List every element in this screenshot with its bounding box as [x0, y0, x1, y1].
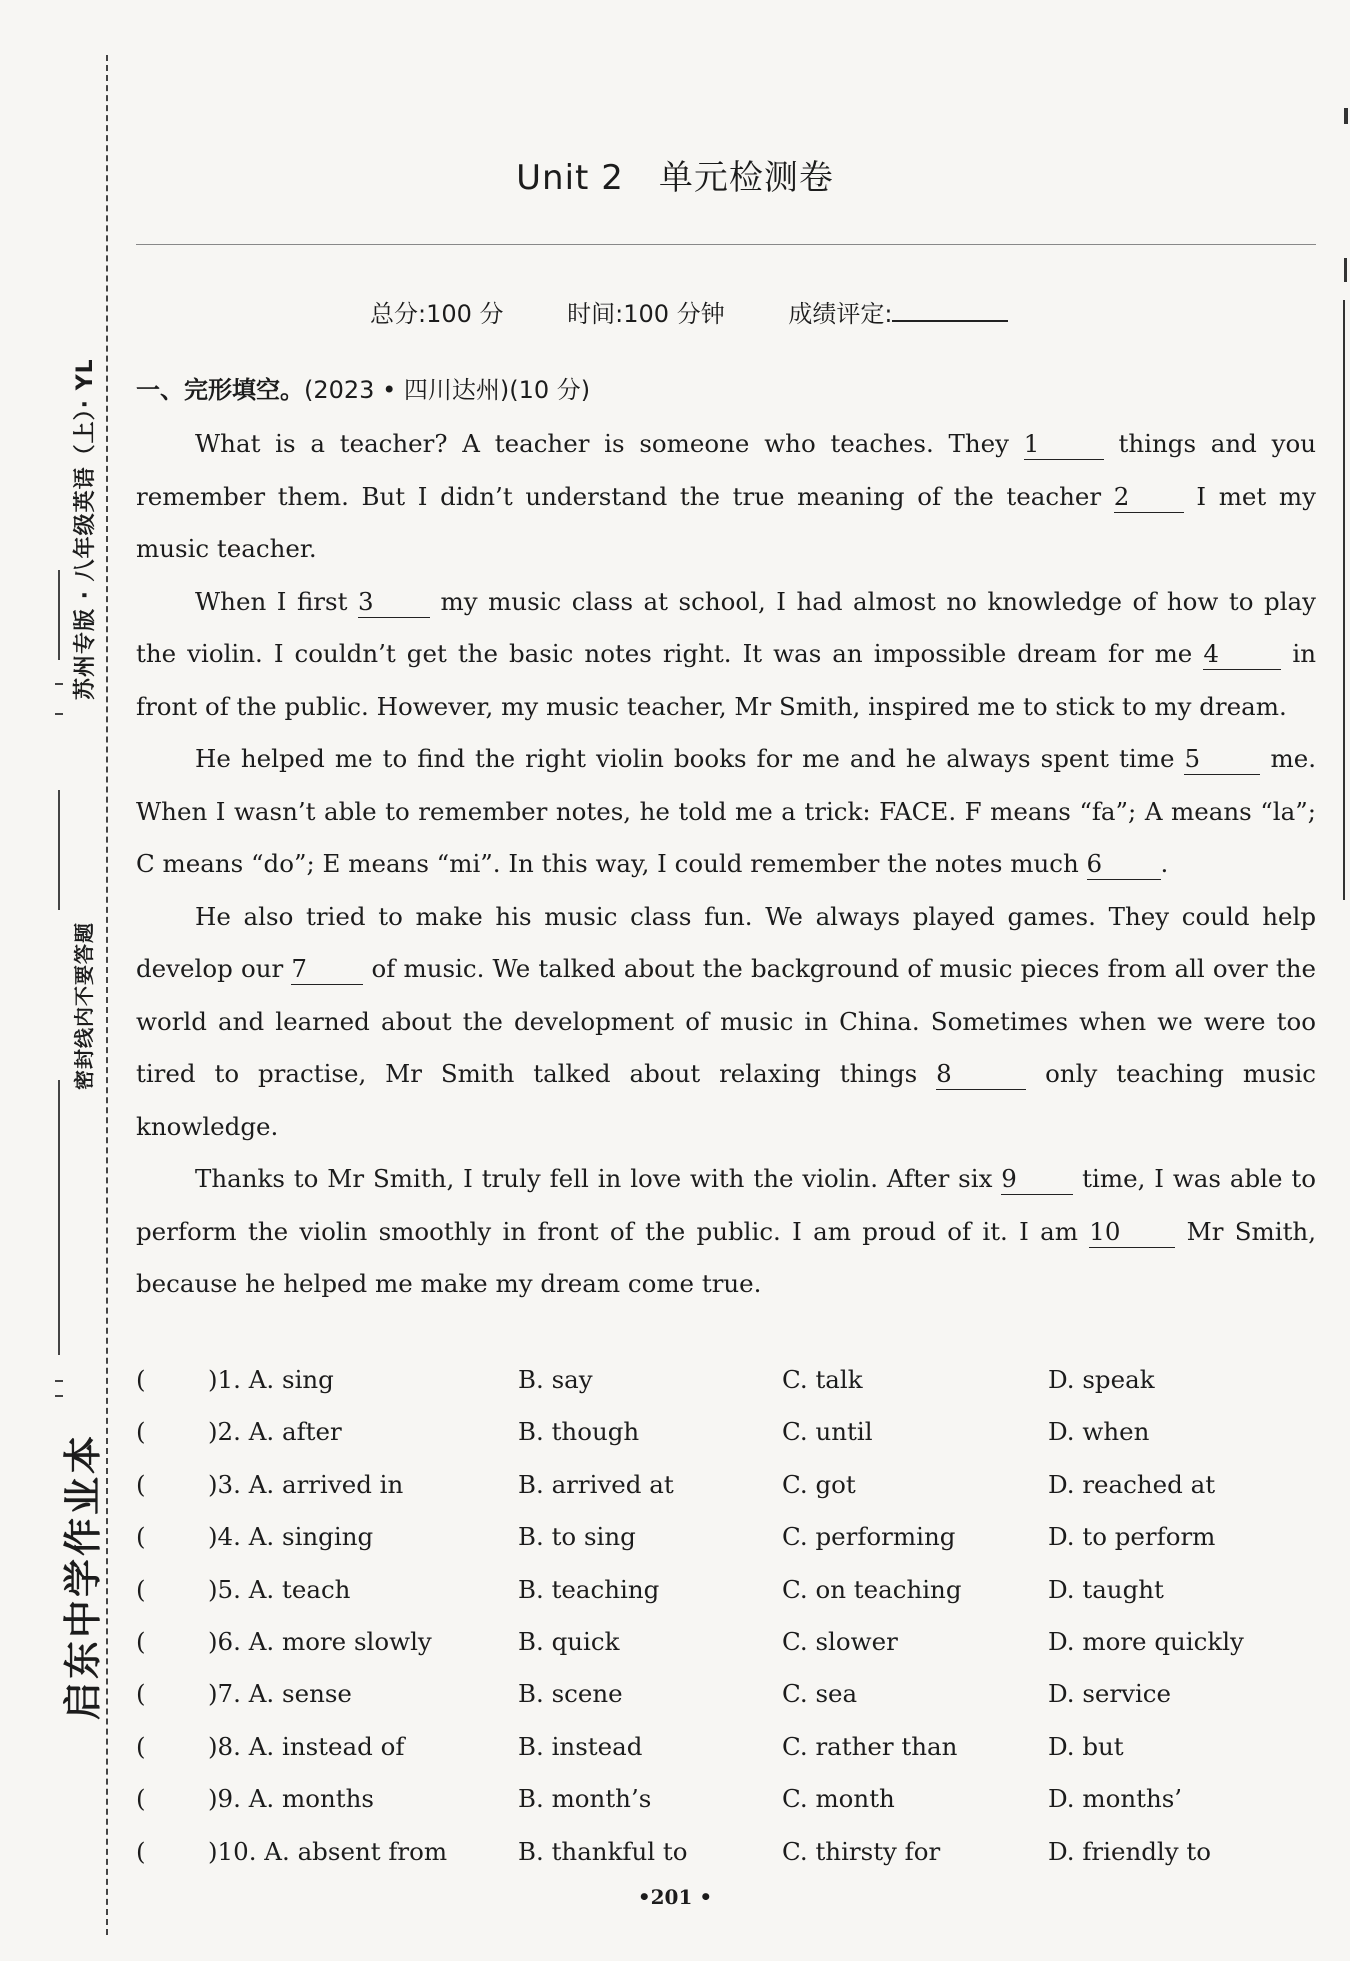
page-number: •201 • [637, 1885, 713, 1909]
blank-7[interactable]: 7 [291, 954, 363, 985]
paragraph: Thanks to Mr Smith, I truly fell in love with the violin. After six 9 time, I was able to perform the violin smoothly in front of the public. I am proud of it. I am 10 Mr Smith, because he helped me make my dream come true. [136, 1164, 1316, 1298]
paragraph: He also tried to make his music class fun. We always played games. They could help develop our 7 of music. We talked about the background of music pieces from all over the world and learned about the development of music in China. Sometimes when we were too tired to practise, Mr Smith talked about relaxing things 8 only teaching music knowledge. [136, 901, 1317, 1141]
answer-paren[interactable]: ( [136, 1365, 146, 1394]
option-a[interactable]: )3. A. arrived in [208, 1469, 404, 1499]
blank-8[interactable]: 8 [936, 1059, 1026, 1090]
answer-paren[interactable]: ( [136, 1836, 146, 1866]
question-row [136, 1567, 1316, 1619]
answer-paren[interactable]: ( [136, 1469, 146, 1499]
edge-mark [1344, 258, 1347, 282]
option-b[interactable]: B. month’s [518, 1784, 652, 1814]
option-b[interactable]: B. say [518, 1365, 593, 1394]
question-row [136, 1357, 1316, 1409]
blank-4[interactable]: 4 [1203, 639, 1281, 670]
answer-paren[interactable]: ( [136, 1574, 146, 1604]
paragraph: He helped me to find the right violin books for me and he always spent time 5 me. When I wasn’t able to remember notes, he told me a trick: FACE. F means “fa”; A means “la”; C means “do”; E means “mi”. In this way, I could remember the notes much 6 . [136, 744, 1316, 878]
option-c[interactable]: C. month [782, 1784, 895, 1814]
option-d[interactable]: D. reached at [1048, 1469, 1216, 1499]
paragraph: When I first 3 my music class at school, I had almost no knowledge of how to play the violin. I couldn’t get the basic notes right. It was an impossible dream for me 4 in front of the public. However, my music teacher, Mr Smith, inspired me to stick to my dream. [136, 586, 1316, 721]
option-a[interactable]: )2. A. after [208, 1417, 342, 1447]
option-b[interactable]: B. though [518, 1417, 640, 1447]
answer-paren[interactable]: ( [136, 1626, 146, 1656]
answer-paren[interactable]: ( [136, 1784, 146, 1814]
option-d[interactable]: D. but [1048, 1731, 1124, 1761]
option-d[interactable]: D. months’ [1048, 1784, 1183, 1814]
answer-options [136, 1357, 1316, 1881]
question-row [136, 1462, 1316, 1514]
option-c[interactable]: C. thirsty for [782, 1836, 941, 1866]
option-d[interactable]: D. speak [1048, 1365, 1155, 1394]
blank-3[interactable]: 3 [358, 587, 430, 618]
answer-paren[interactable]: ( [136, 1417, 146, 1447]
margin-tick [55, 1395, 63, 1397]
question-row [136, 1776, 1316, 1828]
option-d[interactable]: D. taught [1048, 1574, 1164, 1604]
option-a[interactable]: )6. A. more slowly [208, 1626, 432, 1656]
grade-blank[interactable] [892, 302, 1008, 322]
score-info [370, 294, 1008, 329]
blank-10[interactable]: 10 [1089, 1217, 1175, 1248]
option-c[interactable]: C. rather than [782, 1731, 958, 1761]
margin-bar [58, 790, 60, 910]
cloze-passage [136, 418, 1316, 1311]
option-b[interactable]: B. teaching [518, 1574, 660, 1604]
option-d[interactable]: D. to perform [1048, 1522, 1216, 1552]
paragraph: What is a teacher? A teacher is someone who teaches. They 1 things and you remember them. But I didn’t understand the true meaning of the teacher 2 I met my music teacher. [136, 429, 1316, 563]
option-c[interactable]: C. performing [782, 1522, 956, 1552]
option-b[interactable]: B. thankful to [518, 1836, 688, 1866]
time-limit: 时间:100 分钟 [567, 300, 725, 328]
option-a[interactable]: )7. A. sense [208, 1679, 352, 1709]
blank-2[interactable]: 2 [1114, 482, 1184, 513]
option-c[interactable]: C. got [782, 1469, 856, 1499]
option-a[interactable]: )4. A. singing [208, 1522, 374, 1552]
blank-5[interactable]: 5 [1184, 744, 1260, 775]
blank-1[interactable]: 1 [1024, 429, 1104, 460]
exam-page: 苏州专版 · 八年级英语（上）· YL 密封线内不要答题 启东中学作业本 Unit 2 单元检测卷 总分:100 分 时间:100 分钟 成绩评定: 一、完形填空。(2023 • 四川达州)(10 分) What is a teacher? A teacher is someone who teaches. They 1 things and you remember them. But I didn’t understand the true meaning of the teacher 2 I met my music teacher. When I first 3 my music class at school, I had almost no knowledge of how to play the violin. I couldn’t get the basic notes right. It was an impossible dream for me 4 in front of the public. However, my music teacher, Mr Smith, inspired me to stick to my dream. He helped me to find the right violin books for me and he always spent time 5 me. When I wasn’t able to remember notes, he told me a trick: FACE. F means “fa”; A means “la”; C means “do”; E means “mi”. In this way, I could remember the notes much 6 . He also tried to make his music class fun. We always played games. They could help develop our 7 of music. We talked about the background of music pieces from all over the world and learned about the development of music in China. Sometimes when we were too tired to practise, Mr Smith talked about relaxing things 8 only teaching music knowledge. Thanks to Mr Smith, I truly fell in love with the violin. After six 9 time, I was able to perform the violin smoothly in front of the public. I am proud of it. I am 10 Mr Smith, because he helped me make my dream come true. ( )1. A. sing B. say C. talk D. speak ( )2. A. after B. though C. until D. when ( )3. A. arrived in B. arrived at C. got D. reached at ( )4. A. singing B. to sing C. performing D. to perform ( )5. A. teach B. teaching C. on teaching D. taught ( )6. A. more slowly B. quick C. slower D. more quickly ( )7. A. sense B. scene C. sea D. service ( )8. A. instead of B. instead C. rather than D. but ( )9. A. months B. month’s C. month D. months’ ( )10. A. absent from B. thankful to C. thirsty for D. friendly to •201 • [0, 0, 1350, 1961]
option-a[interactable]: )5. A. teach [208, 1574, 351, 1604]
blank-6[interactable]: 6 [1087, 849, 1161, 880]
question-row [136, 1514, 1316, 1566]
question-row [136, 1409, 1316, 1461]
section-heading: 一、完形填空。(2023 • 四川达州)(10 分) [136, 376, 591, 404]
option-c[interactable]: C. sea [782, 1679, 858, 1709]
answer-paren[interactable]: ( [136, 1731, 146, 1761]
option-b[interactable]: B. to sing [518, 1522, 636, 1552]
margin-tick [55, 1380, 63, 1382]
option-a[interactable]: )10. A. absent from [208, 1836, 448, 1866]
answer-paren[interactable]: ( [136, 1522, 146, 1552]
blank-9[interactable]: 9 [1001, 1164, 1073, 1195]
question-row [136, 1671, 1316, 1723]
margin-tick [55, 683, 63, 685]
option-a[interactable]: )8. A. instead of [208, 1731, 405, 1761]
question-row [136, 1724, 1316, 1776]
question-row [136, 1619, 1316, 1671]
total-score: 总分:100 分 [370, 300, 504, 328]
option-a[interactable]: )9. A. months [208, 1784, 374, 1814]
option-c[interactable]: C. talk [782, 1365, 863, 1394]
option-b[interactable]: B. quick [518, 1626, 620, 1656]
grade-label: 成绩评定: [788, 300, 893, 328]
option-c[interactable]: C. on teaching [782, 1574, 962, 1604]
question-row [136, 1829, 1316, 1881]
option-b[interactable]: B. instead [518, 1731, 643, 1761]
option-d[interactable]: D. service [1048, 1679, 1172, 1709]
title-divider [136, 244, 1316, 245]
option-d[interactable]: D. when [1048, 1417, 1150, 1447]
option-d[interactable]: D. more quickly [1048, 1626, 1244, 1656]
option-d[interactable]: D. friendly to [1048, 1836, 1211, 1866]
page-title: Unit 2 单元检测卷 [516, 158, 834, 198]
margin-tick [55, 713, 63, 715]
option-b[interactable]: B. arrived at [518, 1469, 674, 1499]
margin-bar [58, 570, 60, 660]
edge-line [1343, 300, 1345, 900]
option-b[interactable]: B. scene [518, 1679, 623, 1709]
option-c[interactable]: C. slower [782, 1626, 898, 1656]
answer-paren[interactable]: ( [136, 1679, 146, 1709]
margin-bar [58, 1255, 60, 1355]
option-a[interactable]: )1. A. sing [208, 1365, 334, 1394]
option-c[interactable]: C. until [782, 1417, 873, 1447]
edge-mark [1344, 108, 1348, 124]
